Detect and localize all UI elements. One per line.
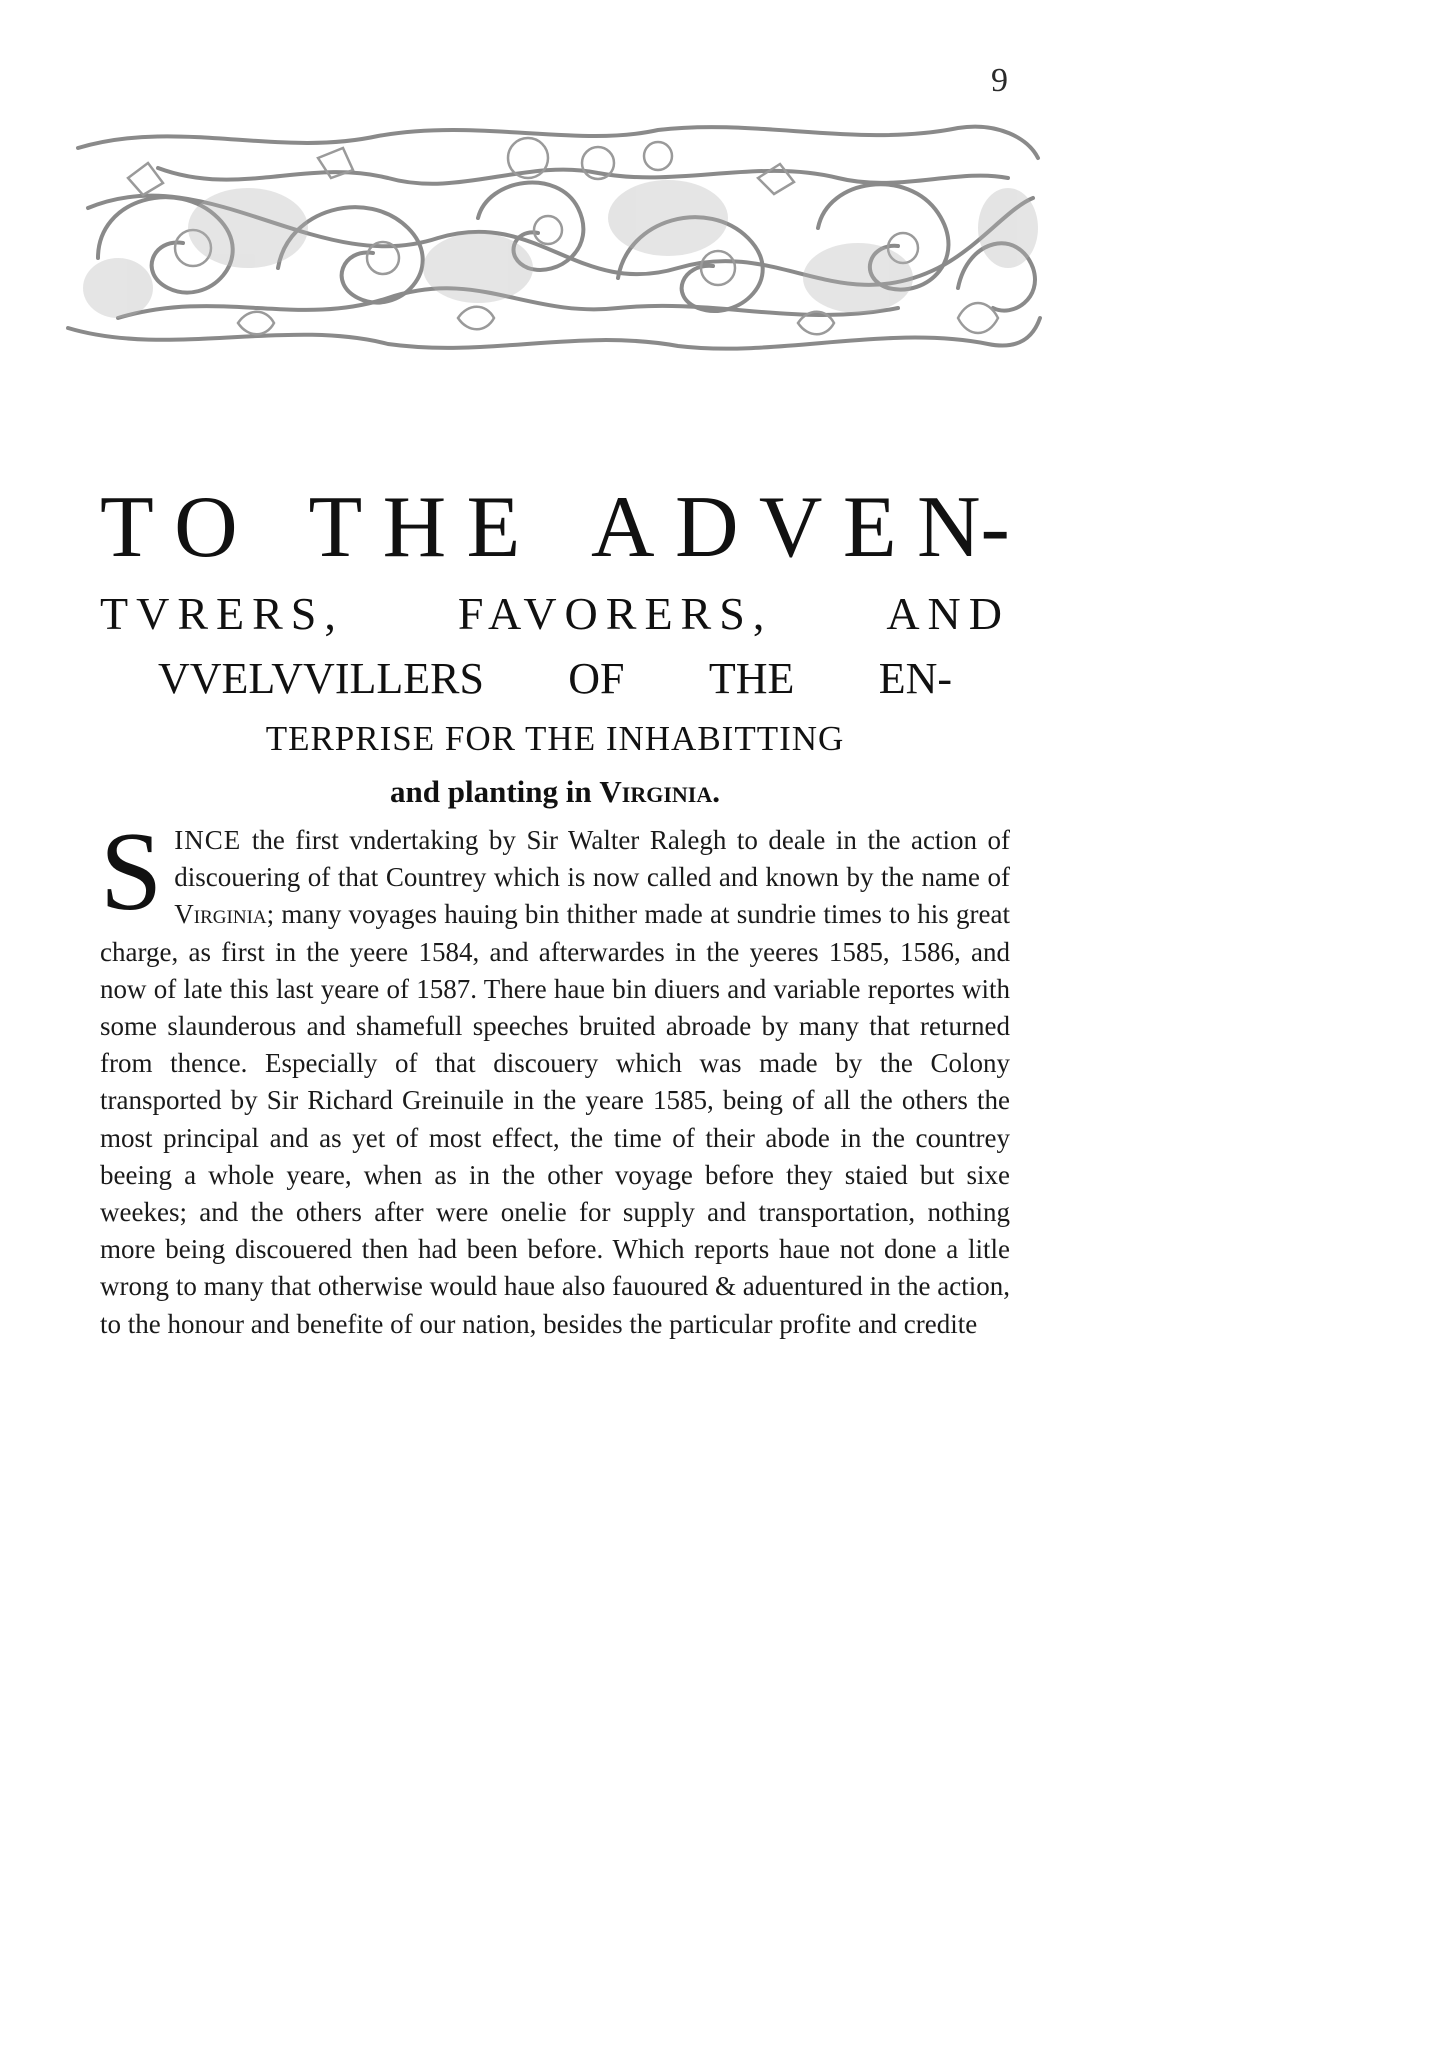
title-word: FAVORERS, (457, 588, 773, 639)
title-letter: T (100, 479, 154, 576)
title-word: THE (708, 654, 795, 703)
title-line-5 (100, 772, 1010, 812)
title-letter: N- (917, 479, 1010, 576)
title-line-1 (100, 478, 1010, 578)
title-line-3 (100, 650, 1010, 708)
title-word: EN- (878, 654, 952, 703)
body-text-part-1: the first vndertaking by Sir Walter Ralegh to deale in the action of discouering of that Countrey which is now called and known by the name of (174, 825, 1010, 893)
ornamental-headpiece-icon (58, 118, 1044, 358)
title-letter: H (382, 479, 447, 576)
title-word: TVRERS, (100, 588, 344, 639)
title-word: OF (568, 654, 625, 703)
opening-word: INCE (174, 825, 242, 855)
drop-cap: S (100, 810, 163, 934)
title-line-5-prefix: and planting in (390, 774, 600, 809)
page-number: 9 (991, 62, 1008, 99)
title-letter: T (308, 479, 363, 576)
title-letter: O (174, 479, 238, 576)
title-letter: D (674, 479, 739, 576)
title-letter: E (466, 479, 521, 576)
title-word: AND (886, 588, 1010, 639)
title-letter: E (842, 479, 897, 576)
title-line-4: TERPRISE FOR THE INHABITTING (265, 719, 845, 758)
body-text-part-2: ; many voyages hauing bin thither made at sundrie times to his great charge, as first in the yeere 1584, and afterwardes in the yeeres 1585, 1586, and now of late this last yeare of 1587. There haue bin diuers and variable reportes with some slaunderous and shamefull speeches bruited abroade by many that returned from thence. Especially of that discouery which was made by the Colony transported by Sir Richard Greinuile in the yeare 1585, being of all the others the most principal and as yet of most effect, the time of their abode in the countrey beeing a whole yeare, when as in the other voyage before they staied but sixe weekes; and the others after were onelie for supply and transportation, nothing more being discouered then had been before. Which reports haue not done a litle wrong to many that otherwise would haue also fauoured & aduentured in the action, to the honour and benefite of our nation, besides the particular profite and credite (100, 899, 1010, 1339)
title-letter: A (591, 479, 655, 576)
title-block (100, 478, 1010, 812)
title-place-name: Virginia. (599, 774, 720, 809)
title-line-2 (100, 584, 1010, 644)
body-paragraph (100, 810, 1010, 1343)
title-word: VVELVVILLERS (158, 654, 484, 703)
title-letter: V (758, 479, 823, 576)
body-place-name: Virginia (174, 899, 267, 930)
